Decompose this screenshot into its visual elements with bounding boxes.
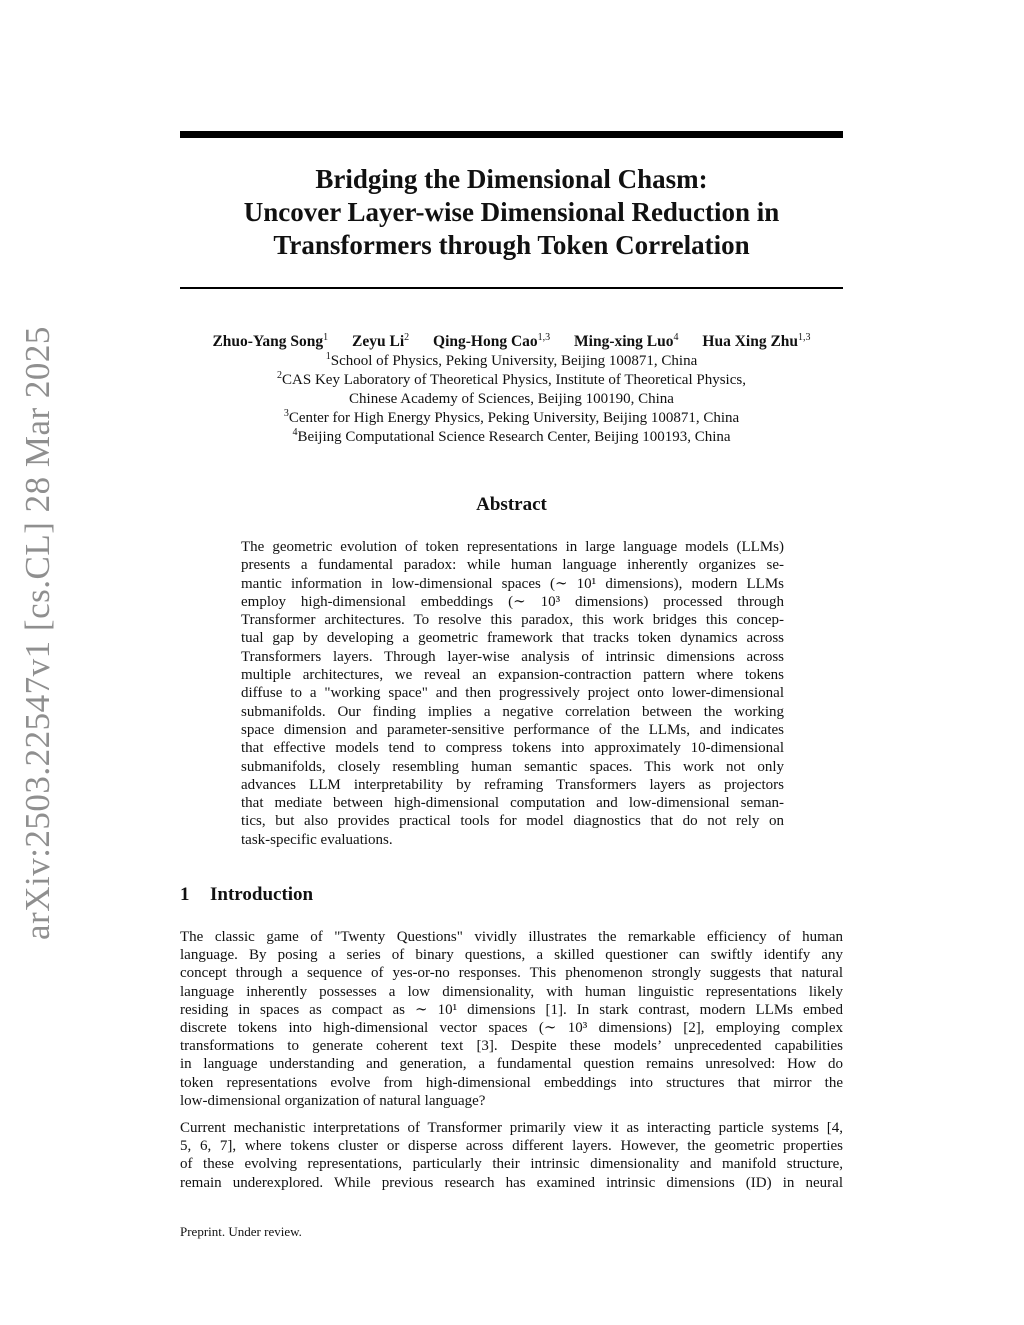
title-line: Transformers through Token Correlation xyxy=(273,230,750,260)
paragraph-line: transformations to generate coherent text [3]. Despite these models’ unprecedented capabilities xyxy=(180,1038,843,1055)
paragraph-line: token representations evolve from high-dimensional embeddings into structures that mirror the xyxy=(180,1074,843,1091)
author: Ming-xing Luo$^4$ xyxy=(574,332,679,350)
paragraph-line: low-dimensional organization of natural language? xyxy=(180,1092,486,1109)
arxiv-identifier-stamp: arXiv:2503.22547v1 [cs.CL] 28 Mar 2025 xyxy=(18,326,57,940)
paragraph-line: language inherently possesses a low dimensionality, with human linguistic representations likely xyxy=(180,983,843,1000)
abstract-line: Transformer architectures. To resolve this paradox, this work bridges this concep- xyxy=(241,612,784,629)
section-title: Introduction xyxy=(210,884,314,905)
abstract-line: diffuse to a "working space" and then progressively project onto lower-dimensional xyxy=(241,685,784,702)
abstract-line: The geometric evolution of token representations in large language models (LLMs) xyxy=(241,539,784,555)
abstract-text xyxy=(241,538,784,849)
title-line: Bridging the Dimensional Chasm: xyxy=(315,164,708,194)
paragraph-line: in language understanding and generation, a fundamental question remains unresolved: How do xyxy=(180,1056,843,1073)
paragraph-line: concept through a sequence of yes-or-no responses. This phenomenon strongly suggests that natural xyxy=(180,965,843,982)
abstract-line: that effective models tend to compress tokens into approximately 10-dimensional xyxy=(241,740,784,757)
paragraph-line: residing in spaces as compact as ∼ 10¹ dimensions [1]. In stark contrast, modern LLMs embed xyxy=(180,1001,843,1018)
paragraph-line: discrete tokens into high-dimensional vector spaces (∼ 10³ dimensions) [2], employing complex xyxy=(180,1020,843,1037)
affiliation: $^2$CAS Key Laboratory of Theoretical Physics, Institute of Theoretical Physics, xyxy=(277,370,746,388)
title-top-rule xyxy=(180,131,843,138)
paragraph-line: language. By posing a series of binary questions, a skilled questioner can swiftly identify any xyxy=(180,947,843,964)
abstract-line: that mediate between high-dimensional computation and low-dimensional seman- xyxy=(241,795,784,812)
abstract-line: submanifolds. Our finding implies a negative correlation between the working xyxy=(241,703,784,720)
abstract-line: presents a fundamental paradox: while human language inherently organizes se- xyxy=(241,557,784,574)
affiliation: $^1$School of Physics, Peking University, Beijing 100871, China xyxy=(325,351,698,369)
author: Zeyu Li$^2$ xyxy=(352,332,410,350)
paragraph-line: Current mechanistic interpretations of Transformer primarily view it as interacting particle systems [4, xyxy=(180,1120,843,1136)
author-list xyxy=(170,333,853,351)
author: Qing-Hong Cao$^{1,3}$ xyxy=(433,332,551,350)
paragraph-line: remain underexplored. While previous research has examined intrinsic dimensions (ID) in neural xyxy=(180,1174,843,1191)
title-line: Uncover Layer-wise Dimensional Reduction in xyxy=(243,197,780,227)
section-heading-introduction xyxy=(180,884,313,906)
author: Zhuo-Yang Song$^1$ xyxy=(212,332,329,350)
affiliation: $^4$Beijing Computational Science Research Center, Beijing 100193, China xyxy=(292,427,731,445)
intro-paragraph xyxy=(180,928,843,1110)
paragraph-line: of these evolving representations, particularly their intrinsic dimensionality and manifold structure, xyxy=(180,1156,843,1173)
abstract-heading: Abstract xyxy=(476,494,547,515)
paragraph-line: 5, 6, 7], where tokens cluster or disperse across different layers. However, the geometric properties xyxy=(180,1138,843,1155)
abstract-line: advances LLM interpretability by reframing Transformers layers as projectors xyxy=(241,776,784,793)
paragraph-line: The classic game of "Twenty Questions" vividly illustrates the remarkable efficiency of human xyxy=(180,929,843,945)
section-number: 1 xyxy=(180,884,190,905)
abstract-line: tual gap by developing a geometric framework that tracks token dynamics across xyxy=(241,630,784,647)
intro-paragraph xyxy=(180,1119,843,1192)
paper-title xyxy=(180,163,843,262)
title-bottom-rule xyxy=(180,287,843,289)
abstract-line: mantic information in low-dimensional spaces (∼ 10¹ dimensions), modern LLMs xyxy=(241,575,784,592)
author: Hua Xing Zhu$^{1,3}$ xyxy=(702,332,811,350)
abstract-line: task-specific evaluations. xyxy=(241,831,393,848)
affiliation: $^3$Center for High Energy Physics, Peking University, Beijing 100871, China xyxy=(283,408,740,426)
abstract-line: multiple architectures, we reveal an expansion-contraction pattern where tokens xyxy=(241,667,784,684)
abstract-line: Transformers layers. Through layer-wise analysis of intrinsic dimensions across xyxy=(241,648,784,665)
page-footer: Preprint. Under review. xyxy=(180,1224,302,1239)
abstract-line: submanifolds, closely resembling human semantic spaces. This work not only xyxy=(241,758,784,775)
abstract-line: tics, but also provides practical tools for model diagnostics that do not rely on xyxy=(241,813,784,830)
abstract-line: employ high-dimensional embeddings (∼ 10³ dimensions) processed through xyxy=(241,593,784,610)
abstract-line: space dimension and parameter-sensitive performance of the LLMs, and indicates xyxy=(241,721,784,738)
affiliation: Chinese Academy of Sciences, Beijing 100190, China xyxy=(349,391,674,407)
